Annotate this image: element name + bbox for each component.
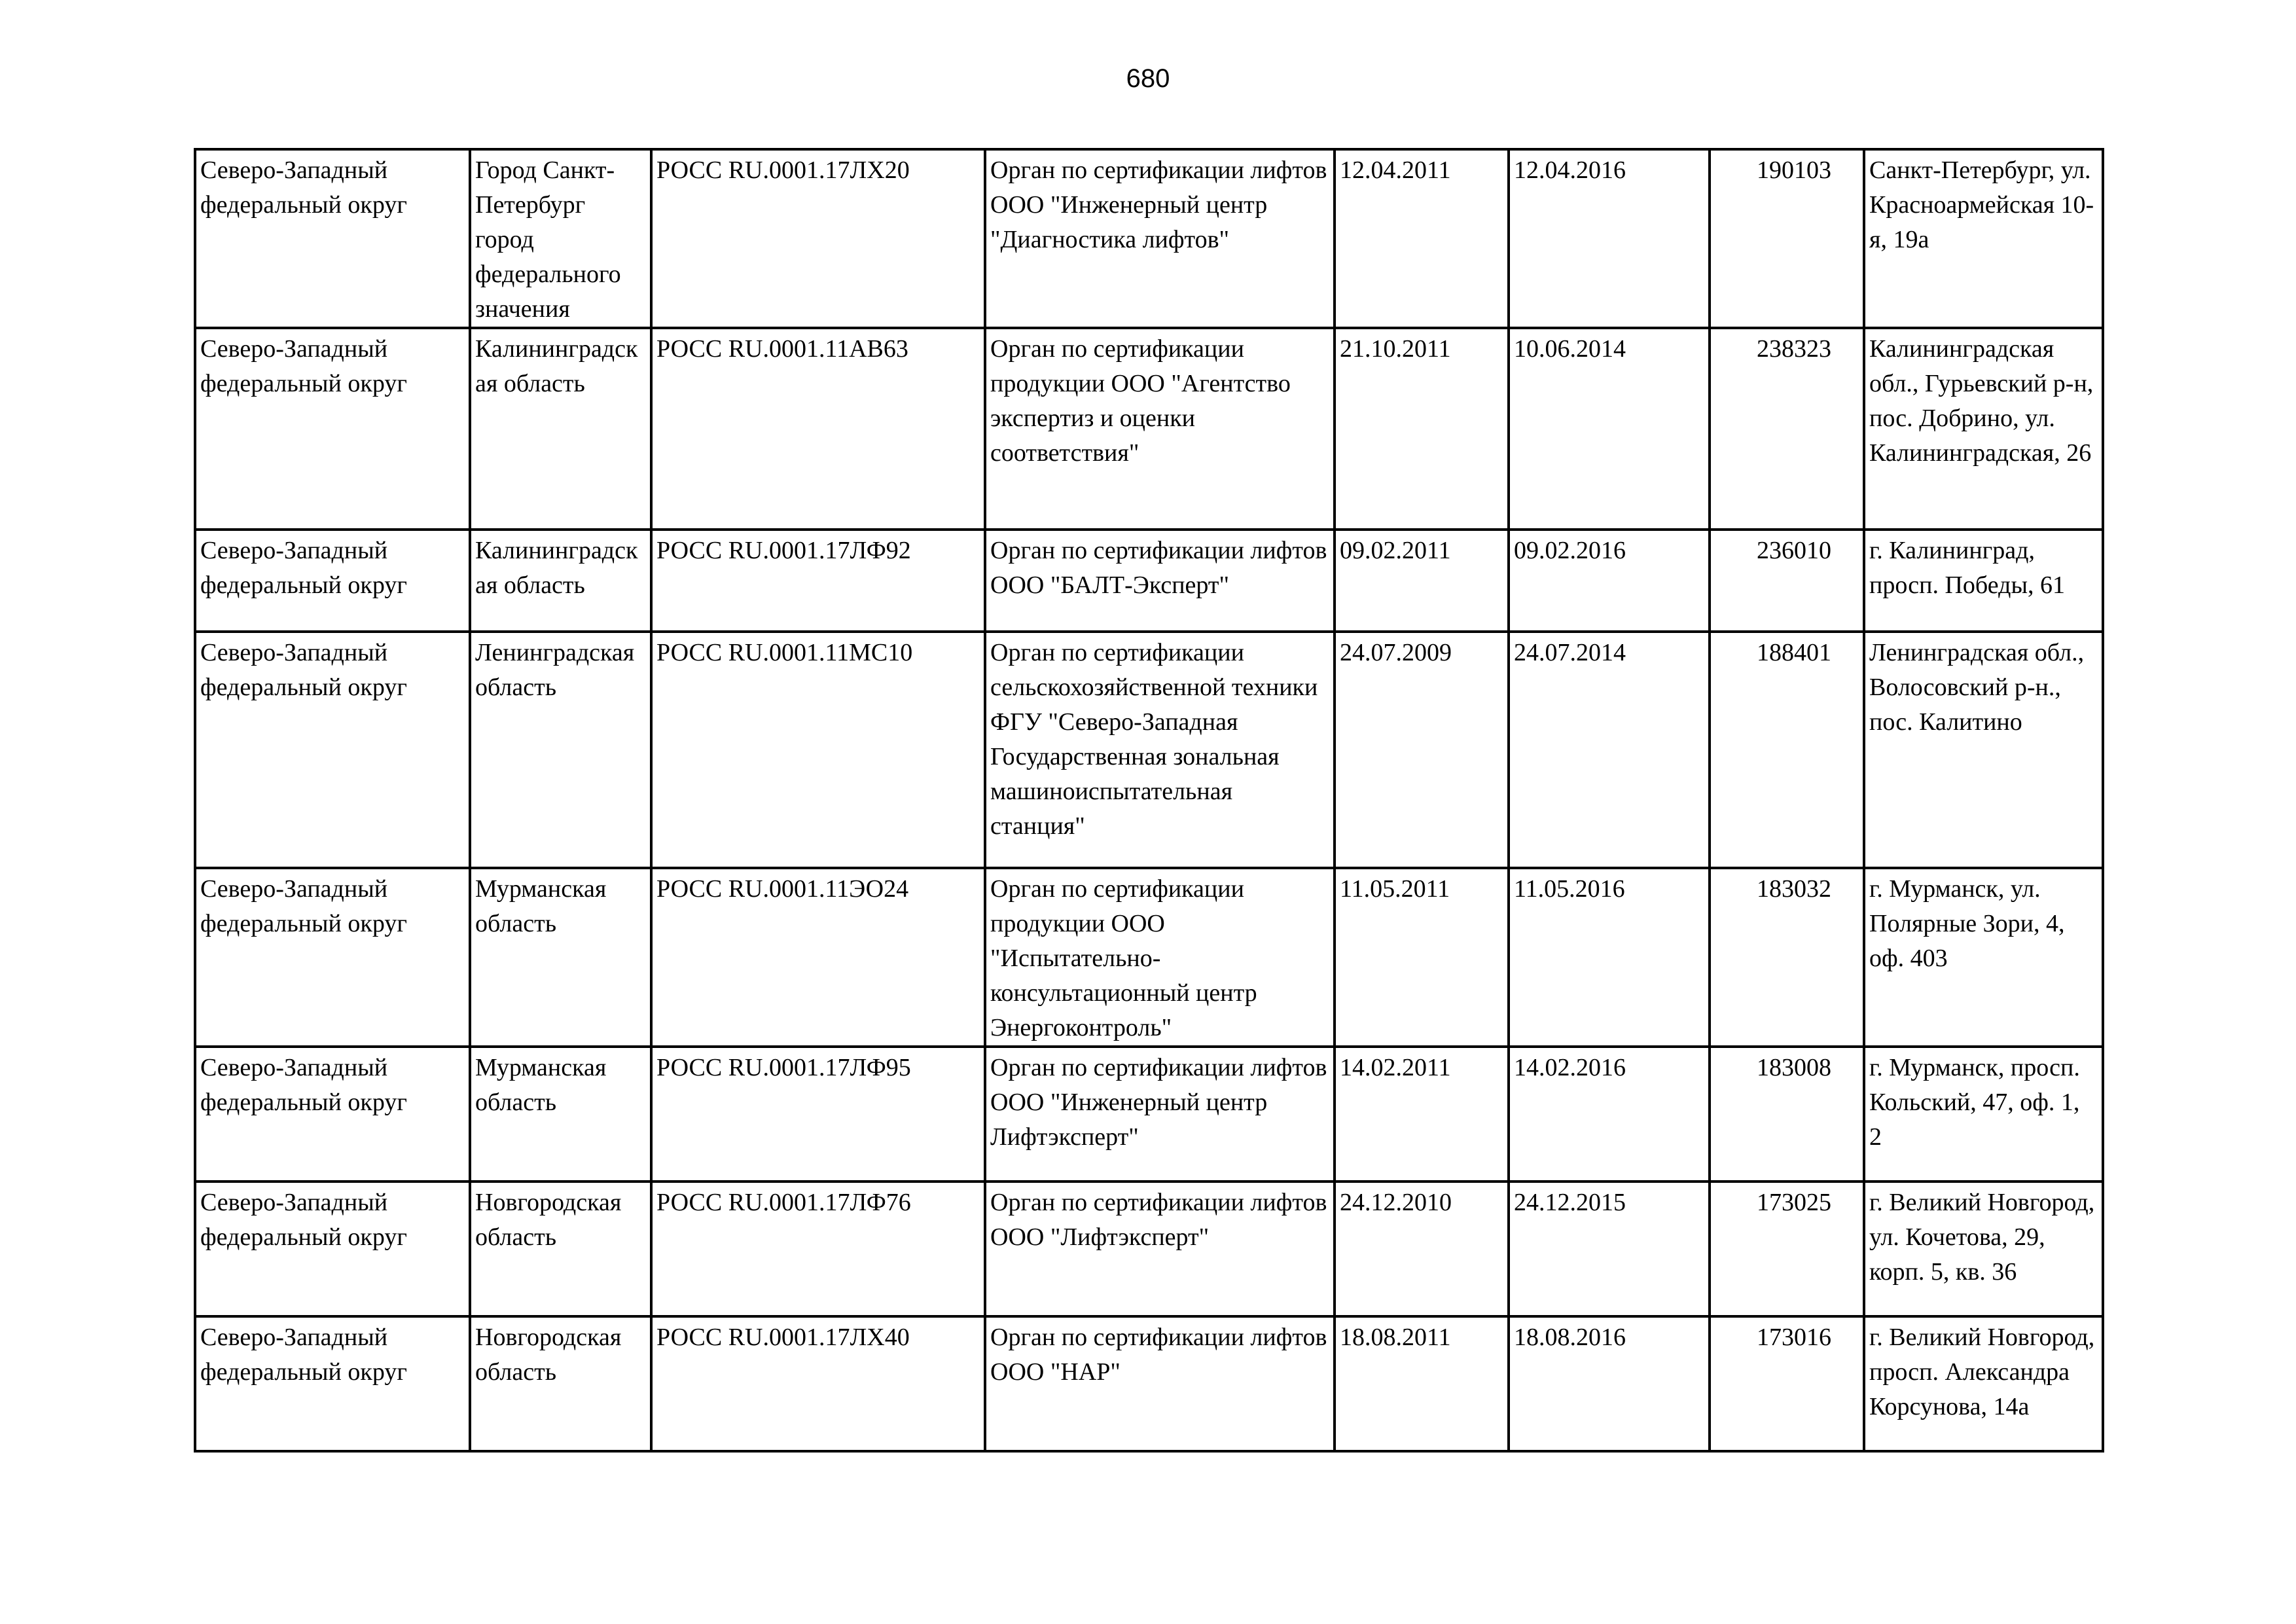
cert-number-text: РОСС RU.0001.11АВ63 bbox=[656, 335, 908, 363]
postal-code-cell bbox=[1710, 1047, 1864, 1182]
district-text: Северо-Западный федеральный округ bbox=[200, 537, 407, 599]
date-to-cell bbox=[1509, 868, 1710, 1047]
postal-code-text: 236010 bbox=[1757, 537, 1831, 564]
organization-text: Орган по сертификации лифтов ООО "НАР" bbox=[990, 1324, 1327, 1386]
region-cell bbox=[470, 1047, 651, 1182]
organization-cell bbox=[985, 868, 1335, 1047]
cert-number-text: РОСС RU.0001.17ЛХ40 bbox=[656, 1324, 910, 1351]
region-text: Ленинградская область bbox=[475, 639, 635, 701]
date-to-cell bbox=[1509, 149, 1710, 328]
address-cell bbox=[1864, 868, 2103, 1047]
organization-text: Орган по сертификации продукции ООО "Агентство экспертиз и оценки соответствия" bbox=[990, 335, 1291, 467]
date-to-cell bbox=[1509, 1047, 1710, 1182]
address-cell bbox=[1864, 1316, 2103, 1451]
date-to-text: 24.12.2015 bbox=[1514, 1189, 1626, 1216]
cert-number-cell bbox=[651, 530, 985, 632]
region-cell bbox=[470, 530, 651, 632]
postal-code-cell bbox=[1710, 1182, 1864, 1316]
region-text: Калининградская область bbox=[475, 537, 638, 599]
table-row bbox=[195, 530, 2103, 632]
district-cell bbox=[195, 530, 470, 632]
address-cell bbox=[1864, 1182, 2103, 1316]
date-to-text: 09.02.2016 bbox=[1514, 537, 1626, 564]
district-text: Северо-Западный федеральный округ bbox=[200, 1189, 407, 1251]
table-row bbox=[195, 1047, 2103, 1182]
region-cell bbox=[470, 1316, 651, 1451]
region-text: Город Санкт-Петербург город федерального значения bbox=[475, 156, 621, 323]
postal-code-text: 173016 bbox=[1757, 1324, 1831, 1351]
district-cell bbox=[195, 328, 470, 530]
date-from-cell bbox=[1335, 1047, 1509, 1182]
district-text: Северо-Западный федеральный округ bbox=[200, 875, 407, 937]
date-from-cell bbox=[1335, 868, 1509, 1047]
address-text: г. Великий Новгород, просп. Александра Корсунова, 14а bbox=[1869, 1324, 2095, 1420]
address-text: г. Мурманск, просп. Кольский, 47, оф. 1, 2 bbox=[1869, 1054, 2080, 1151]
date-from-cell bbox=[1335, 1182, 1509, 1316]
district-text: Северо-Западный федеральный округ bbox=[200, 335, 407, 397]
region-text: Мурманская область bbox=[475, 1054, 607, 1116]
postal-code-cell bbox=[1710, 632, 1864, 868]
address-cell bbox=[1864, 1047, 2103, 1182]
organization-text: Орган по сертификации лифтов ООО "Лифтэксперт" bbox=[990, 1189, 1327, 1251]
postal-code-cell bbox=[1710, 149, 1864, 328]
district-cell bbox=[195, 1316, 470, 1451]
date-from-text: 09.02.2011 bbox=[1340, 537, 1451, 564]
postal-code-cell bbox=[1710, 868, 1864, 1047]
organization-cell bbox=[985, 149, 1335, 328]
date-from-text: 24.07.2009 bbox=[1340, 639, 1452, 666]
address-text: Калининградская обл., Гурьевский р-н, пос. Добрино, ул. Калининградская, 26 bbox=[1869, 335, 2094, 467]
district-text: Северо-Западный федеральный округ bbox=[200, 1324, 407, 1386]
district-cell bbox=[195, 868, 470, 1047]
date-from-text: 14.02.2011 bbox=[1340, 1054, 1451, 1081]
date-from-text: 12.04.2011 bbox=[1340, 156, 1451, 184]
address-cell bbox=[1864, 632, 2103, 868]
cert-number-text: РОСС RU.0001.17ЛФ76 bbox=[656, 1189, 911, 1216]
cert-number-text: РОСС RU.0001.17ЛФ92 bbox=[656, 537, 911, 564]
cert-number-cell bbox=[651, 1047, 985, 1182]
address-text: г. Великий Новгород, ул. Кочетова, 29, корп. 5, кв. 36 bbox=[1869, 1189, 2095, 1286]
table-row bbox=[195, 1182, 2103, 1316]
date-from-text: 11.05.2011 bbox=[1340, 875, 1450, 903]
date-to-text: 12.04.2016 bbox=[1514, 156, 1626, 184]
postal-code-cell bbox=[1710, 328, 1864, 530]
date-to-cell bbox=[1509, 1316, 1710, 1451]
postal-code-cell bbox=[1710, 1316, 1864, 1451]
date-to-cell bbox=[1509, 328, 1710, 530]
cert-number-text: РОСС RU.0001.11МС10 bbox=[656, 639, 913, 666]
address-cell bbox=[1864, 149, 2103, 328]
certification-bodies-table bbox=[194, 148, 2104, 1453]
date-to-cell bbox=[1509, 1182, 1710, 1316]
date-from-text: 21.10.2011 bbox=[1340, 335, 1451, 363]
date-from-text: 24.12.2010 bbox=[1340, 1189, 1452, 1216]
region-text: Калининградская область bbox=[475, 335, 638, 397]
postal-code-text: 183008 bbox=[1757, 1054, 1831, 1081]
organization-cell bbox=[985, 1182, 1335, 1316]
organization-cell bbox=[985, 1316, 1335, 1451]
organization-text: Орган по сертификации продукции ООО "Испытательно-консультационный центр Энергоконтроль" bbox=[990, 875, 1257, 1041]
region-text: Новгородская область bbox=[475, 1189, 622, 1251]
organization-cell bbox=[985, 632, 1335, 868]
table-row bbox=[195, 1316, 2103, 1451]
date-from-cell bbox=[1335, 632, 1509, 868]
region-text: Мурманская область bbox=[475, 875, 607, 937]
table-row bbox=[195, 868, 2103, 1047]
date-to-cell bbox=[1509, 632, 1710, 868]
cert-number-cell bbox=[651, 1316, 985, 1451]
date-from-cell bbox=[1335, 530, 1509, 632]
date-to-text: 10.06.2014 bbox=[1514, 335, 1626, 363]
cert-number-cell bbox=[651, 149, 985, 328]
cert-number-cell bbox=[651, 632, 985, 868]
date-from-cell bbox=[1335, 1316, 1509, 1451]
district-cell bbox=[195, 632, 470, 868]
address-text: г. Калининград, просп. Победы, 61 bbox=[1869, 537, 2065, 599]
organization-text: Орган по сертификации лифтов ООО "Инженерный центр "Диагностика лифтов" bbox=[990, 156, 1327, 253]
table-row bbox=[195, 632, 2103, 868]
cert-number-text: РОСС RU.0001.17ЛХ20 bbox=[656, 156, 910, 184]
date-to-text: 18.08.2016 bbox=[1514, 1324, 1626, 1351]
cert-number-cell bbox=[651, 328, 985, 530]
district-text: Северо-Западный федеральный округ bbox=[200, 639, 407, 701]
district-text: Северо-Западный федеральный округ bbox=[200, 156, 407, 219]
region-cell bbox=[470, 328, 651, 530]
address-text: г. Мурманск, ул. Полярные Зори, 4, оф. 403 bbox=[1869, 875, 2065, 972]
date-to-text: 24.07.2014 bbox=[1514, 639, 1626, 666]
organization-text: Орган по сертификации сельскохозяйственной техники ФГУ "Северо-Западная Государственная зональная машиноиспытательная станция" bbox=[990, 639, 1318, 840]
date-from-cell bbox=[1335, 149, 1509, 328]
postal-code-text: 190103 bbox=[1757, 156, 1831, 184]
organization-cell bbox=[985, 530, 1335, 632]
date-from-text: 18.08.2011 bbox=[1340, 1324, 1451, 1351]
table-row bbox=[195, 328, 2103, 530]
date-to-text: 14.02.2016 bbox=[1514, 1054, 1626, 1081]
address-cell bbox=[1864, 328, 2103, 530]
table-row bbox=[195, 149, 2103, 328]
district-cell bbox=[195, 1182, 470, 1316]
postal-code-text: 188401 bbox=[1757, 639, 1831, 666]
postal-code-text: 238323 bbox=[1757, 335, 1831, 363]
district-cell bbox=[195, 1047, 470, 1182]
page-number: 680 bbox=[1126, 64, 1170, 93]
postal-code-text: 183032 bbox=[1757, 875, 1831, 903]
region-cell bbox=[470, 868, 651, 1047]
district-text: Северо-Западный федеральный округ bbox=[200, 1054, 407, 1116]
date-to-text: 11.05.2016 bbox=[1514, 875, 1625, 903]
date-to-cell bbox=[1509, 530, 1710, 632]
address-text: Санкт-Петербург, ул. Красноармейская 10-я, 19а bbox=[1869, 156, 2094, 253]
postal-code-cell bbox=[1710, 530, 1864, 632]
region-text: Новгородская область bbox=[475, 1324, 622, 1386]
cert-number-cell bbox=[651, 868, 985, 1047]
cert-number-text: РОСС RU.0001.17ЛФ95 bbox=[656, 1054, 911, 1081]
region-cell bbox=[470, 632, 651, 868]
region-cell bbox=[470, 1182, 651, 1316]
organization-cell bbox=[985, 328, 1335, 530]
address-cell bbox=[1864, 530, 2103, 632]
cert-number-cell bbox=[651, 1182, 985, 1316]
date-from-cell bbox=[1335, 328, 1509, 530]
organization-cell bbox=[985, 1047, 1335, 1182]
postal-code-text: 173025 bbox=[1757, 1189, 1831, 1216]
district-cell bbox=[195, 149, 470, 328]
organization-text: Орган по сертификации лифтов ООО "Инженерный центр Лифтэксперт" bbox=[990, 1054, 1327, 1151]
address-text: Ленинградская обл., Волосовский р-н., пос. Калитино bbox=[1869, 639, 2085, 736]
cert-number-text: РОСС RU.0001.11ЭО24 bbox=[656, 875, 909, 903]
organization-text: Орган по сертификации лифтов ООО "БАЛТ-Эксперт" bbox=[990, 537, 1327, 599]
region-cell bbox=[470, 149, 651, 328]
